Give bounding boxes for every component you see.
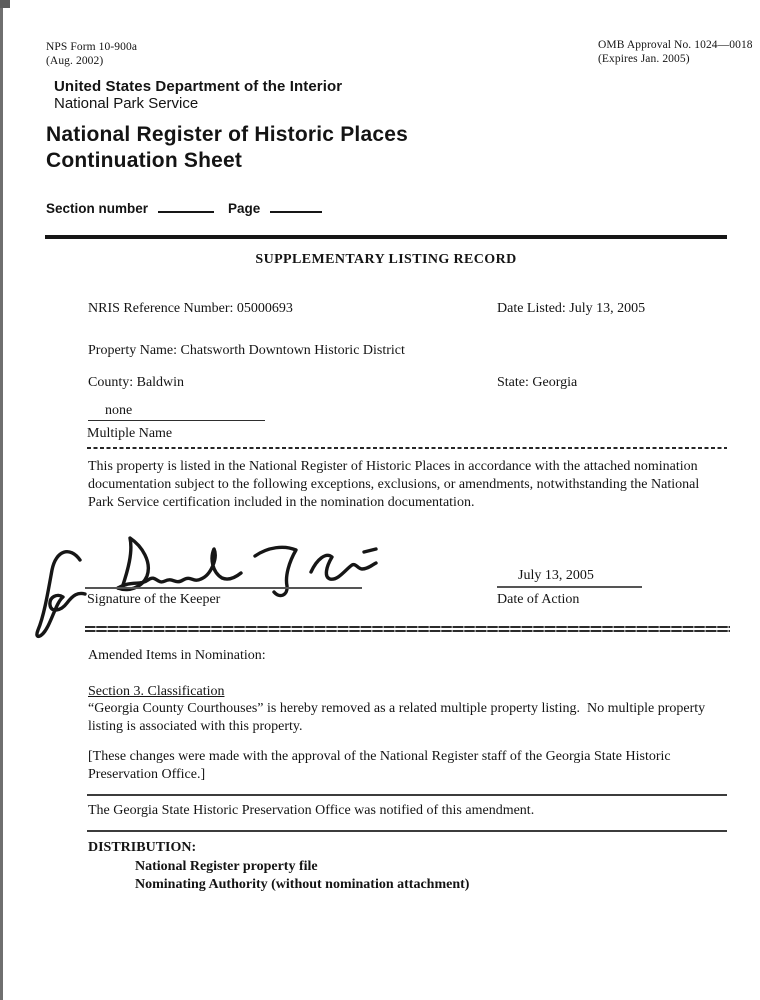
property-name: Property Name: Chatsworth Downtown Historic District <box>88 343 405 358</box>
notify-rule-bottom <box>87 830 727 832</box>
title-line-2: Continuation Sheet <box>46 149 243 172</box>
distribution-item-2: Nominating Authority (without nomination attachment) <box>135 877 470 892</box>
notified-note: The Georgia State Historic Preservation Office was notified of this amendment. <box>88 803 535 818</box>
agency-name: United States Department of the Interior <box>54 78 343 95</box>
scan-left-edge <box>0 0 3 1000</box>
signature-label: Signature of the Keeper <box>87 592 221 607</box>
record-heading: SUPPLEMENTARY LISTING RECORD <box>255 252 517 267</box>
approval-note: [These changes were made with the approval of the National Register staff of the Georgia State Historic Preservation Office.] <box>88 749 675 782</box>
date-listed: Date Listed: July 13, 2005 <box>497 301 646 316</box>
omb-block <box>598 38 753 66</box>
notify-rule-top <box>87 794 727 796</box>
page-blank <box>270 208 322 213</box>
nris-reference: NRIS Reference Number: 05000693 <box>88 301 293 316</box>
action-date-label: Date of Action <box>497 592 580 607</box>
amended-items-heading: Amended Items in Nomination: <box>88 648 266 663</box>
form-date: (Aug. 2002) <box>46 55 104 67</box>
section-page-row <box>46 201 322 216</box>
title-line-1: National Register of Historic Places <box>46 123 408 146</box>
omb-expires: (Expires Jan. 2005) <box>598 53 690 65</box>
scan-corner-artifact <box>0 0 10 8</box>
dashed-separator <box>87 447 727 449</box>
multiple-name-value: none <box>88 402 265 421</box>
county: County: Baldwin <box>88 375 185 390</box>
amendment-section-heading: Section 3. Classification <box>88 684 225 699</box>
multiple-name-label: Multiple Name <box>87 426 173 441</box>
action-date: July 13, 2005 <box>518 568 594 583</box>
header-rule <box>45 235 727 239</box>
page-label: Page <box>228 201 261 216</box>
certification-paragraph: This property is listed in the National Register of Historic Places in accordance with the attached nomination documentation subject to the following exceptions, exclusions, or amendments, notwithstanding the National Park Service certification included in the nomination documentation. <box>88 459 703 510</box>
signature-line <box>85 587 362 589</box>
sub-agency-name: National Park Service <box>54 95 199 112</box>
section-number-blank <box>158 208 214 213</box>
form-id-block <box>46 40 137 68</box>
agency-block <box>54 78 342 112</box>
distribution-heading: DISTRIBUTION: <box>88 840 197 855</box>
double-separator <box>85 626 730 633</box>
amendment-body: “Georgia County Courthouses” is hereby removed as a related multiple property listing. No multiple property listing is associated with this property. <box>88 701 709 734</box>
action-date-line <box>497 586 642 588</box>
state: State: Georgia <box>497 375 578 390</box>
distribution-item-1: National Register property file <box>135 859 318 874</box>
omb-approval: OMB Approval No. 1024—0018 <box>598 39 753 51</box>
document-title <box>46 122 408 174</box>
section-number-label: Section number <box>46 201 149 216</box>
form-number: NPS Form 10-900a <box>46 41 138 53</box>
